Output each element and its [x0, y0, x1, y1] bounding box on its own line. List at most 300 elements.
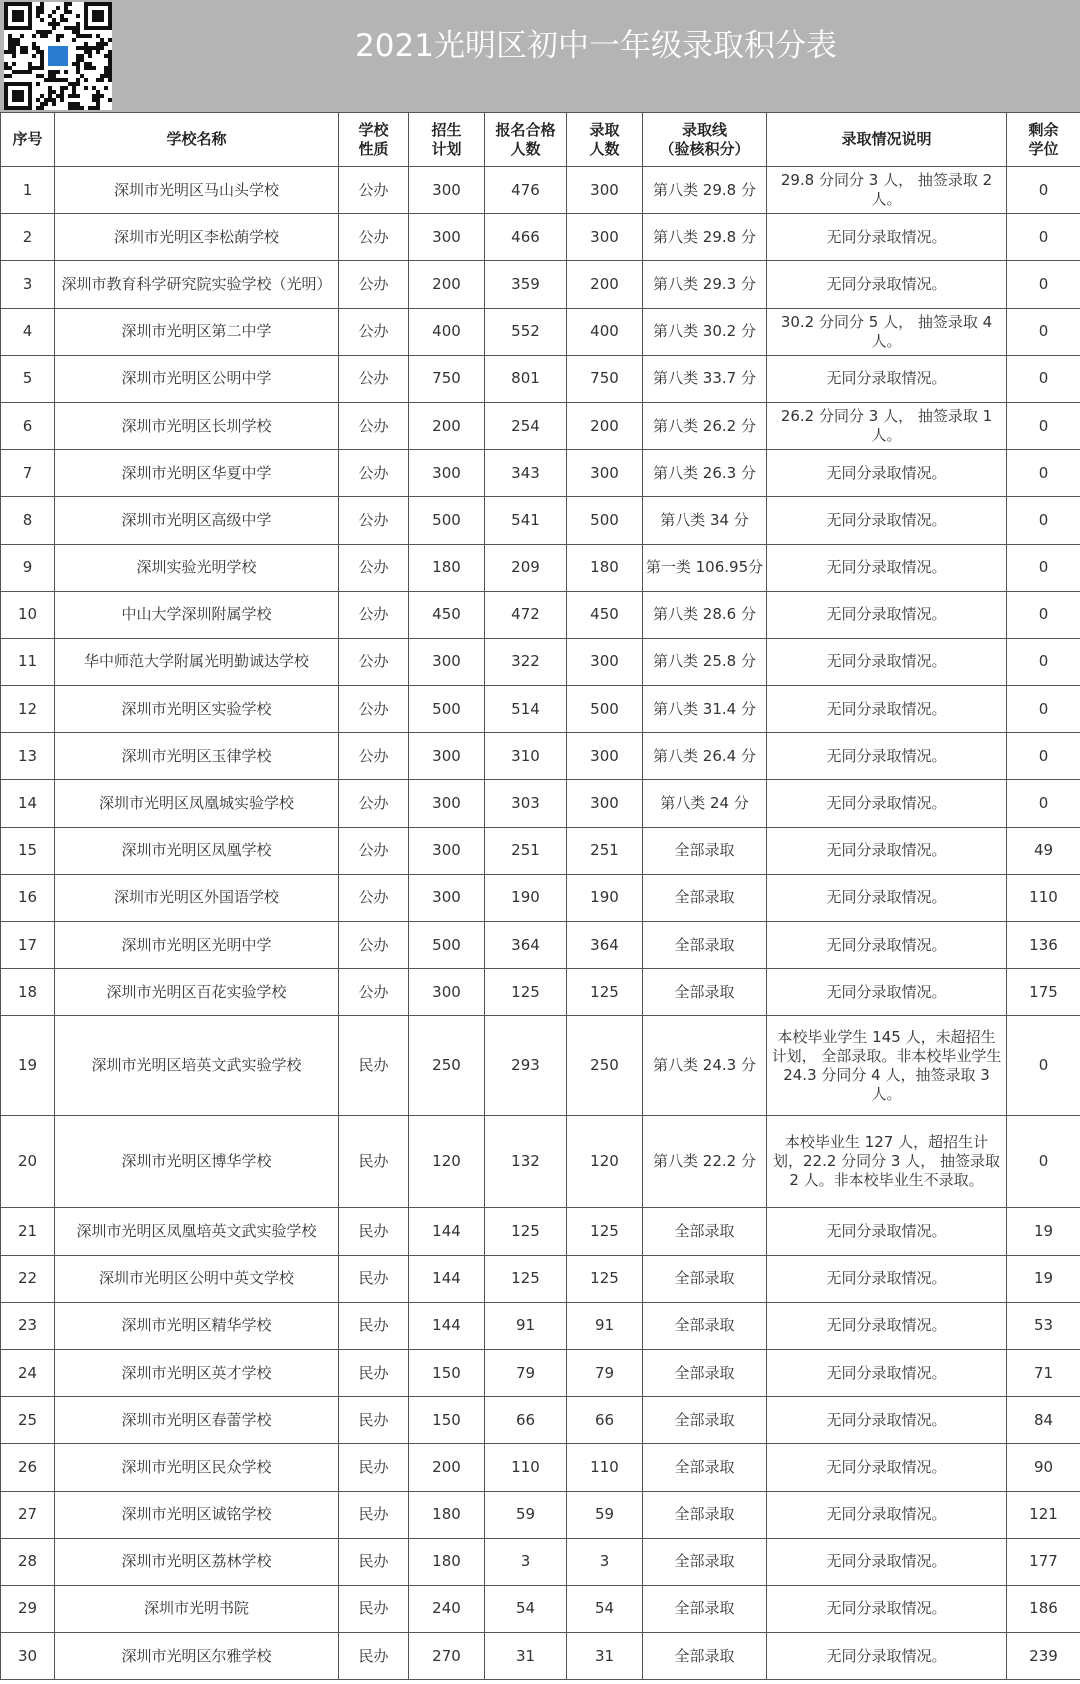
table-row: [1, 1491, 1080, 1538]
cell-remaining-seats: 0: [1007, 214, 1080, 261]
cell-admission-notes: 无同分录取情况。: [767, 733, 1007, 780]
cell-school-type: 公办: [339, 497, 409, 544]
cell-qualified-count: 31: [485, 1633, 567, 1680]
cell-school-type: 民办: [339, 1016, 409, 1116]
table-row: [1, 355, 1080, 402]
cell-admitted-count: 91: [567, 1302, 643, 1349]
cell-admission-notes: 无同分录取情况。: [767, 1491, 1007, 1538]
cell-school-name: 深圳市光明区英才学校: [55, 1349, 339, 1396]
cell-qualified-count: 254: [485, 402, 567, 449]
table-row: [1, 638, 1080, 685]
cell-remaining-seats: 84: [1007, 1397, 1080, 1444]
cell-cutoff-line: 第八类 33.7 分: [643, 355, 767, 402]
cell-enrollment-plan: 200: [409, 261, 485, 308]
cell-cutoff-line: 第八类 30.2 分: [643, 308, 767, 355]
cell-school-name: 深圳市光明区李松蓢学校: [55, 214, 339, 261]
cell-school-type: 公办: [339, 167, 409, 214]
cell-school-name: 深圳市光明区凤凰学校: [55, 827, 339, 874]
cell-school-type: 公办: [339, 261, 409, 308]
cell-qualified-count: 552: [485, 308, 567, 355]
cell-index: 2: [1, 214, 55, 261]
cell-index: 9: [1, 544, 55, 591]
cell-enrollment-plan: 120: [409, 1116, 485, 1208]
cell-admission-notes: 无同分录取情况。: [767, 1349, 1007, 1396]
cell-school-type: 公办: [339, 450, 409, 497]
cell-admission-notes: 无同分录取情况。: [767, 874, 1007, 921]
cell-index: 7: [1, 450, 55, 497]
cell-school-type: 公办: [339, 214, 409, 261]
cell-cutoff-line: 全部录取: [643, 874, 767, 921]
cell-enrollment-plan: 300: [409, 214, 485, 261]
table-row: [1, 1444, 1080, 1491]
cell-school-type: 民办: [339, 1444, 409, 1491]
cell-school-name: 深圳市光明区第二中学: [55, 308, 339, 355]
cell-school-name: 深圳市光明区玉律学校: [55, 733, 339, 780]
cell-school-name: 深圳市光明区公明中学: [55, 355, 339, 402]
cell-enrollment-plan: 240: [409, 1585, 485, 1632]
cell-enrollment-plan: 150: [409, 1349, 485, 1396]
cell-remaining-seats: 0: [1007, 686, 1080, 733]
cell-qualified-count: 514: [485, 686, 567, 733]
cell-admission-notes: 无同分录取情况。: [767, 686, 1007, 733]
cell-index: 18: [1, 969, 55, 1016]
cell-index: 21: [1, 1208, 55, 1255]
cell-qualified-count: 364: [485, 922, 567, 969]
cell-school-type: 公办: [339, 355, 409, 402]
cell-index: 28: [1, 1538, 55, 1585]
cell-remaining-seats: 53: [1007, 1302, 1080, 1349]
cell-qualified-count: 59: [485, 1491, 567, 1538]
cell-admission-notes: 无同分录取情况。: [767, 450, 1007, 497]
cell-school-type: 公办: [339, 922, 409, 969]
cell-school-name: 深圳市光明区公明中英文学校: [55, 1255, 339, 1302]
cell-cutoff-line: 全部录取: [643, 1255, 767, 1302]
cell-admission-notes: 无同分录取情况。: [767, 827, 1007, 874]
cell-cutoff-line: 全部录取: [643, 1444, 767, 1491]
cell-school-name: 深圳市光明区凤凰城实验学校: [55, 780, 339, 827]
cell-admitted-count: 750: [567, 355, 643, 402]
cell-school-name: 深圳实验光明学校: [55, 544, 339, 591]
table-row: [1, 1538, 1080, 1585]
cell-remaining-seats: 0: [1007, 1016, 1080, 1116]
cell-remaining-seats: 19: [1007, 1208, 1080, 1255]
cell-remaining-seats: 71: [1007, 1349, 1080, 1396]
cell-school-name: 深圳市光明区百花实验学校: [55, 969, 339, 1016]
table-row: [1, 261, 1080, 308]
qr-code-icon: [4, 2, 112, 110]
cell-school-name: 深圳市光明区精华学校: [55, 1302, 339, 1349]
cell-cutoff-line: 第八类 22.2 分: [643, 1116, 767, 1208]
cell-school-name: 深圳市光明区高级中学: [55, 497, 339, 544]
cell-remaining-seats: 0: [1007, 780, 1080, 827]
cell-school-type: 公办: [339, 827, 409, 874]
table-row: [1, 214, 1080, 261]
table-row: [1, 874, 1080, 921]
cell-index: 11: [1, 638, 55, 685]
cell-enrollment-plan: 300: [409, 733, 485, 780]
cell-cutoff-line: 第八类 29.8 分: [643, 167, 767, 214]
table-row: [1, 922, 1080, 969]
cell-qualified-count: 91: [485, 1302, 567, 1349]
cell-school-name: 深圳市光明区外国语学校: [55, 874, 339, 921]
cell-remaining-seats: 0: [1007, 497, 1080, 544]
cell-cutoff-line: 全部录取: [643, 1538, 767, 1585]
cell-enrollment-plan: 750: [409, 355, 485, 402]
cell-school-type: 民办: [339, 1397, 409, 1444]
table-row: [1, 1349, 1080, 1396]
cell-remaining-seats: 0: [1007, 450, 1080, 497]
cell-admitted-count: 125: [567, 969, 643, 1016]
cell-admitted-count: 120: [567, 1116, 643, 1208]
cell-index: 8: [1, 497, 55, 544]
cell-admission-notes: 无同分录取情况。: [767, 638, 1007, 685]
cell-index: 6: [1, 402, 55, 449]
table-row: [1, 450, 1080, 497]
cell-admitted-count: 300: [567, 733, 643, 780]
cell-qualified-count: 125: [485, 1255, 567, 1302]
table-row: [1, 1397, 1080, 1444]
cell-admitted-count: 31: [567, 1633, 643, 1680]
table-row: [1, 1116, 1080, 1208]
cell-index: 29: [1, 1585, 55, 1632]
cell-remaining-seats: 0: [1007, 1116, 1080, 1208]
table-row: [1, 1302, 1080, 1349]
cell-admission-notes: 无同分录取情况。: [767, 591, 1007, 638]
cell-admitted-count: 364: [567, 922, 643, 969]
cell-admitted-count: 300: [567, 167, 643, 214]
cell-admission-notes: 29.8 分同分 3 人， 抽签录取 2 人。: [767, 167, 1007, 214]
cell-cutoff-line: 第八类 29.3 分: [643, 261, 767, 308]
cell-admission-notes: 无同分录取情况。: [767, 497, 1007, 544]
table-row: [1, 591, 1080, 638]
cell-remaining-seats: 186: [1007, 1585, 1080, 1632]
cell-enrollment-plan: 300: [409, 969, 485, 1016]
cell-school-name: 深圳市光明区尔雅学校: [55, 1633, 339, 1680]
cell-school-type: 民办: [339, 1538, 409, 1585]
cell-admission-notes: 无同分录取情况。: [767, 1538, 1007, 1585]
cell-remaining-seats: 0: [1007, 167, 1080, 214]
cell-enrollment-plan: 200: [409, 1444, 485, 1491]
table-row: [1, 1255, 1080, 1302]
cell-school-type: 公办: [339, 969, 409, 1016]
cell-index: 17: [1, 922, 55, 969]
cell-admitted-count: 180: [567, 544, 643, 591]
cell-school-type: 公办: [339, 544, 409, 591]
cell-admitted-count: 190: [567, 874, 643, 921]
cell-qualified-count: 466: [485, 214, 567, 261]
header-school-type: 学校 性质: [339, 113, 409, 167]
cell-enrollment-plan: 270: [409, 1633, 485, 1680]
cell-cutoff-line: 第八类 29.8 分: [643, 214, 767, 261]
cell-admitted-count: 79: [567, 1349, 643, 1396]
cell-index: 23: [1, 1302, 55, 1349]
cell-index: 13: [1, 733, 55, 780]
cell-qualified-count: 359: [485, 261, 567, 308]
cell-school-type: 民办: [339, 1491, 409, 1538]
cell-cutoff-line: 全部录取: [643, 1633, 767, 1680]
cell-remaining-seats: 19: [1007, 1255, 1080, 1302]
cell-cutoff-line: 全部录取: [643, 1397, 767, 1444]
cell-admission-notes: 无同分录取情况。: [767, 1633, 1007, 1680]
table-row: [1, 544, 1080, 591]
cell-index: 3: [1, 261, 55, 308]
cell-school-name: 深圳市光明区荔林学校: [55, 1538, 339, 1585]
cell-cutoff-line: 全部录取: [643, 827, 767, 874]
cell-enrollment-plan: 300: [409, 827, 485, 874]
cell-enrollment-plan: 250: [409, 1016, 485, 1116]
cell-index: 15: [1, 827, 55, 874]
cell-school-name: 深圳市光明书院: [55, 1585, 339, 1632]
cell-enrollment-plan: 300: [409, 450, 485, 497]
cell-remaining-seats: 121: [1007, 1491, 1080, 1538]
cell-index: 27: [1, 1491, 55, 1538]
cell-enrollment-plan: 150: [409, 1397, 485, 1444]
header-school-name: 学校名称: [55, 113, 339, 167]
cell-qualified-count: 110: [485, 1444, 567, 1491]
cell-admission-notes: 无同分录取情况。: [767, 1208, 1007, 1255]
cell-school-type: 公办: [339, 402, 409, 449]
cell-enrollment-plan: 144: [409, 1255, 485, 1302]
cell-enrollment-plan: 500: [409, 497, 485, 544]
cell-remaining-seats: 49: [1007, 827, 1080, 874]
cell-admission-notes: 无同分录取情况。: [767, 1585, 1007, 1632]
cell-remaining-seats: 0: [1007, 591, 1080, 638]
cell-remaining-seats: 177: [1007, 1538, 1080, 1585]
cell-school-name: 深圳市光明区华夏中学: [55, 450, 339, 497]
cell-school-type: 民办: [339, 1633, 409, 1680]
cell-qualified-count: 293: [485, 1016, 567, 1116]
cell-qualified-count: 476: [485, 167, 567, 214]
cell-admitted-count: 400: [567, 308, 643, 355]
cell-index: 12: [1, 686, 55, 733]
cell-cutoff-line: 第八类 26.3 分: [643, 450, 767, 497]
cell-cutoff-line: 全部录取: [643, 1585, 767, 1632]
cell-remaining-seats: 0: [1007, 733, 1080, 780]
page-title: 2021光明区初中一年级录取积分表: [355, 27, 837, 64]
cell-admission-notes: 无同分录取情况。: [767, 355, 1007, 402]
cell-admitted-count: 500: [567, 497, 643, 544]
cell-index: 20: [1, 1116, 55, 1208]
cell-qualified-count: 322: [485, 638, 567, 685]
cell-admission-notes: 无同分录取情况。: [767, 780, 1007, 827]
table-row: [1, 733, 1080, 780]
cell-qualified-count: 472: [485, 591, 567, 638]
cell-cutoff-line: 第八类 31.4 分: [643, 686, 767, 733]
cell-school-type: 公办: [339, 780, 409, 827]
cell-admission-notes: 26.2 分同分 3 人， 抽签录取 1 人。: [767, 402, 1007, 449]
cell-enrollment-plan: 300: [409, 780, 485, 827]
table-row: [1, 969, 1080, 1016]
cell-remaining-seats: 239: [1007, 1633, 1080, 1680]
cell-admission-notes: 无同分录取情况。: [767, 1397, 1007, 1444]
cell-qualified-count: 190: [485, 874, 567, 921]
cell-school-type: 公办: [339, 733, 409, 780]
cell-enrollment-plan: 180: [409, 1491, 485, 1538]
cell-index: 1: [1, 167, 55, 214]
cell-cutoff-line: 第八类 28.6 分: [643, 591, 767, 638]
cell-school-name: 深圳市光明区光明中学: [55, 922, 339, 969]
cell-admitted-count: 59: [567, 1491, 643, 1538]
header-admitted-count: 录取 人数: [567, 113, 643, 167]
cell-enrollment-plan: 144: [409, 1208, 485, 1255]
cell-qualified-count: 343: [485, 450, 567, 497]
admission-table: [0, 112, 1080, 1680]
cell-school-name: 深圳市光明区马山头学校: [55, 167, 339, 214]
cell-qualified-count: 66: [485, 1397, 567, 1444]
cell-cutoff-line: 全部录取: [643, 1349, 767, 1396]
table-row: [1, 1585, 1080, 1632]
cell-cutoff-line: 全部录取: [643, 1208, 767, 1255]
table-row: [1, 827, 1080, 874]
cell-remaining-seats: 0: [1007, 261, 1080, 308]
cell-remaining-seats: 0: [1007, 402, 1080, 449]
cell-cutoff-line: 第八类 26.2 分: [643, 402, 767, 449]
cell-admitted-count: 300: [567, 214, 643, 261]
cell-admission-notes: 本校毕业学生 145 人，未超招生计划， 全部录取。非本校毕业学生 24.3 分同分 4 人，抽签录取 3 人。: [767, 1016, 1007, 1116]
cell-school-name: 深圳市光明区实验学校: [55, 686, 339, 733]
cell-index: 19: [1, 1016, 55, 1116]
cell-cutoff-line: 第八类 24 分: [643, 780, 767, 827]
cell-remaining-seats: 0: [1007, 544, 1080, 591]
cell-school-type: 民办: [339, 1116, 409, 1208]
table-row: [1, 402, 1080, 449]
cell-school-name: 深圳市光明区凤凰培英文武实验学校: [55, 1208, 339, 1255]
cell-remaining-seats: 0: [1007, 355, 1080, 402]
cell-admitted-count: 125: [567, 1255, 643, 1302]
cell-enrollment-plan: 450: [409, 591, 485, 638]
cell-remaining-seats: 90: [1007, 1444, 1080, 1491]
cell-admitted-count: 200: [567, 402, 643, 449]
table-row: [1, 1016, 1080, 1116]
table-row: [1, 497, 1080, 544]
cell-qualified-count: 132: [485, 1116, 567, 1208]
cell-admitted-count: 251: [567, 827, 643, 874]
cell-school-name: 深圳市光明区诚铭学校: [55, 1491, 339, 1538]
cell-admission-notes: 无同分录取情况。: [767, 1302, 1007, 1349]
cell-school-type: 公办: [339, 638, 409, 685]
cell-index: 16: [1, 874, 55, 921]
cell-enrollment-plan: 300: [409, 874, 485, 921]
cell-cutoff-line: 第八类 25.8 分: [643, 638, 767, 685]
cell-index: 14: [1, 780, 55, 827]
cell-enrollment-plan: 300: [409, 167, 485, 214]
cell-index: 4: [1, 308, 55, 355]
cell-qualified-count: 251: [485, 827, 567, 874]
cell-school-type: 民办: [339, 1208, 409, 1255]
cell-index: 30: [1, 1633, 55, 1680]
table-row: [1, 780, 1080, 827]
cell-admitted-count: 125: [567, 1208, 643, 1255]
header-qualified-count: 报名合格 人数: [485, 113, 567, 167]
cell-school-type: 民办: [339, 1302, 409, 1349]
header-admission-notes: 录取情况说明: [767, 113, 1007, 167]
cell-index: 10: [1, 591, 55, 638]
cell-qualified-count: 801: [485, 355, 567, 402]
cell-remaining-seats: 136: [1007, 922, 1080, 969]
cell-enrollment-plan: 180: [409, 1538, 485, 1585]
cell-index: 26: [1, 1444, 55, 1491]
cell-school-type: 公办: [339, 874, 409, 921]
cell-enrollment-plan: 180: [409, 544, 485, 591]
cell-cutoff-line: 第八类 26.4 分: [643, 733, 767, 780]
cell-school-type: 公办: [339, 308, 409, 355]
cell-enrollment-plan: 200: [409, 402, 485, 449]
cell-enrollment-plan: 400: [409, 308, 485, 355]
table-row: [1, 308, 1080, 355]
cell-admission-notes: 本校毕业生 127 人，超招生计划，22.2 分同分 3 人， 抽签录取 2 人。非本校毕业生不录取。: [767, 1116, 1007, 1208]
cell-admission-notes: 无同分录取情况。: [767, 261, 1007, 308]
cell-cutoff-line: 第一类 106.95分: [643, 544, 767, 591]
cell-admitted-count: 300: [567, 780, 643, 827]
cell-admitted-count: 300: [567, 450, 643, 497]
header-enrollment-plan: 招生 计划: [409, 113, 485, 167]
cell-qualified-count: 54: [485, 1585, 567, 1632]
table-row: [1, 686, 1080, 733]
cell-admission-notes: 30.2 分同分 5 人， 抽签录取 4 人。: [767, 308, 1007, 355]
cell-school-type: 民办: [339, 1255, 409, 1302]
cell-school-name: 华中师范大学附属光明勤诚达学校: [55, 638, 339, 685]
cell-enrollment-plan: 144: [409, 1302, 485, 1349]
cell-qualified-count: 209: [485, 544, 567, 591]
cell-qualified-count: 310: [485, 733, 567, 780]
cell-qualified-count: 125: [485, 1208, 567, 1255]
cell-school-name: 深圳市光明区培英文武实验学校: [55, 1016, 339, 1116]
table-row: [1, 167, 1080, 214]
table-row: [1, 1633, 1080, 1680]
cell-remaining-seats: 0: [1007, 308, 1080, 355]
cell-remaining-seats: 110: [1007, 874, 1080, 921]
cell-school-name: 深圳市光明区博华学校: [55, 1116, 339, 1208]
header-remaining-seats: 剩余 学位: [1007, 113, 1080, 167]
cell-enrollment-plan: 500: [409, 686, 485, 733]
cell-cutoff-line: 全部录取: [643, 922, 767, 969]
cell-admitted-count: 450: [567, 591, 643, 638]
cell-admitted-count: 66: [567, 1397, 643, 1444]
cell-cutoff-line: 第八类 24.3 分: [643, 1016, 767, 1116]
cell-school-type: 公办: [339, 686, 409, 733]
cell-qualified-count: 79: [485, 1349, 567, 1396]
cell-school-name: 深圳市光明区长圳学校: [55, 402, 339, 449]
cell-admitted-count: 54: [567, 1585, 643, 1632]
header-row: [1, 113, 1080, 167]
cell-admission-notes: 无同分录取情况。: [767, 214, 1007, 261]
cell-school-type: 公办: [339, 591, 409, 638]
table-row: [1, 1208, 1080, 1255]
cell-school-type: 民办: [339, 1349, 409, 1396]
cell-enrollment-plan: 300: [409, 638, 485, 685]
header-cutoff-line: 录取线 （验核积分）: [643, 113, 767, 167]
cell-cutoff-line: 全部录取: [643, 1302, 767, 1349]
cell-school-name: 深圳市教育科学研究院实验学校（光明）: [55, 261, 339, 308]
cell-admission-notes: 无同分录取情况。: [767, 1255, 1007, 1302]
title-banner: [0, 0, 1080, 112]
cell-cutoff-line: 全部录取: [643, 969, 767, 1016]
cell-school-type: 民办: [339, 1585, 409, 1632]
cell-index: 25: [1, 1397, 55, 1444]
cell-admitted-count: 200: [567, 261, 643, 308]
cell-cutoff-line: 全部录取: [643, 1491, 767, 1538]
cell-school-name: 深圳市光明区民众学校: [55, 1444, 339, 1491]
cell-school-name: 深圳市光明区春蕾学校: [55, 1397, 339, 1444]
cell-qualified-count: 303: [485, 780, 567, 827]
cell-admitted-count: 3: [567, 1538, 643, 1585]
cell-qualified-count: 125: [485, 969, 567, 1016]
cell-admitted-count: 500: [567, 686, 643, 733]
header-index: 序号: [1, 113, 55, 167]
cell-index: 24: [1, 1349, 55, 1396]
cell-index: 22: [1, 1255, 55, 1302]
cell-remaining-seats: 175: [1007, 969, 1080, 1016]
